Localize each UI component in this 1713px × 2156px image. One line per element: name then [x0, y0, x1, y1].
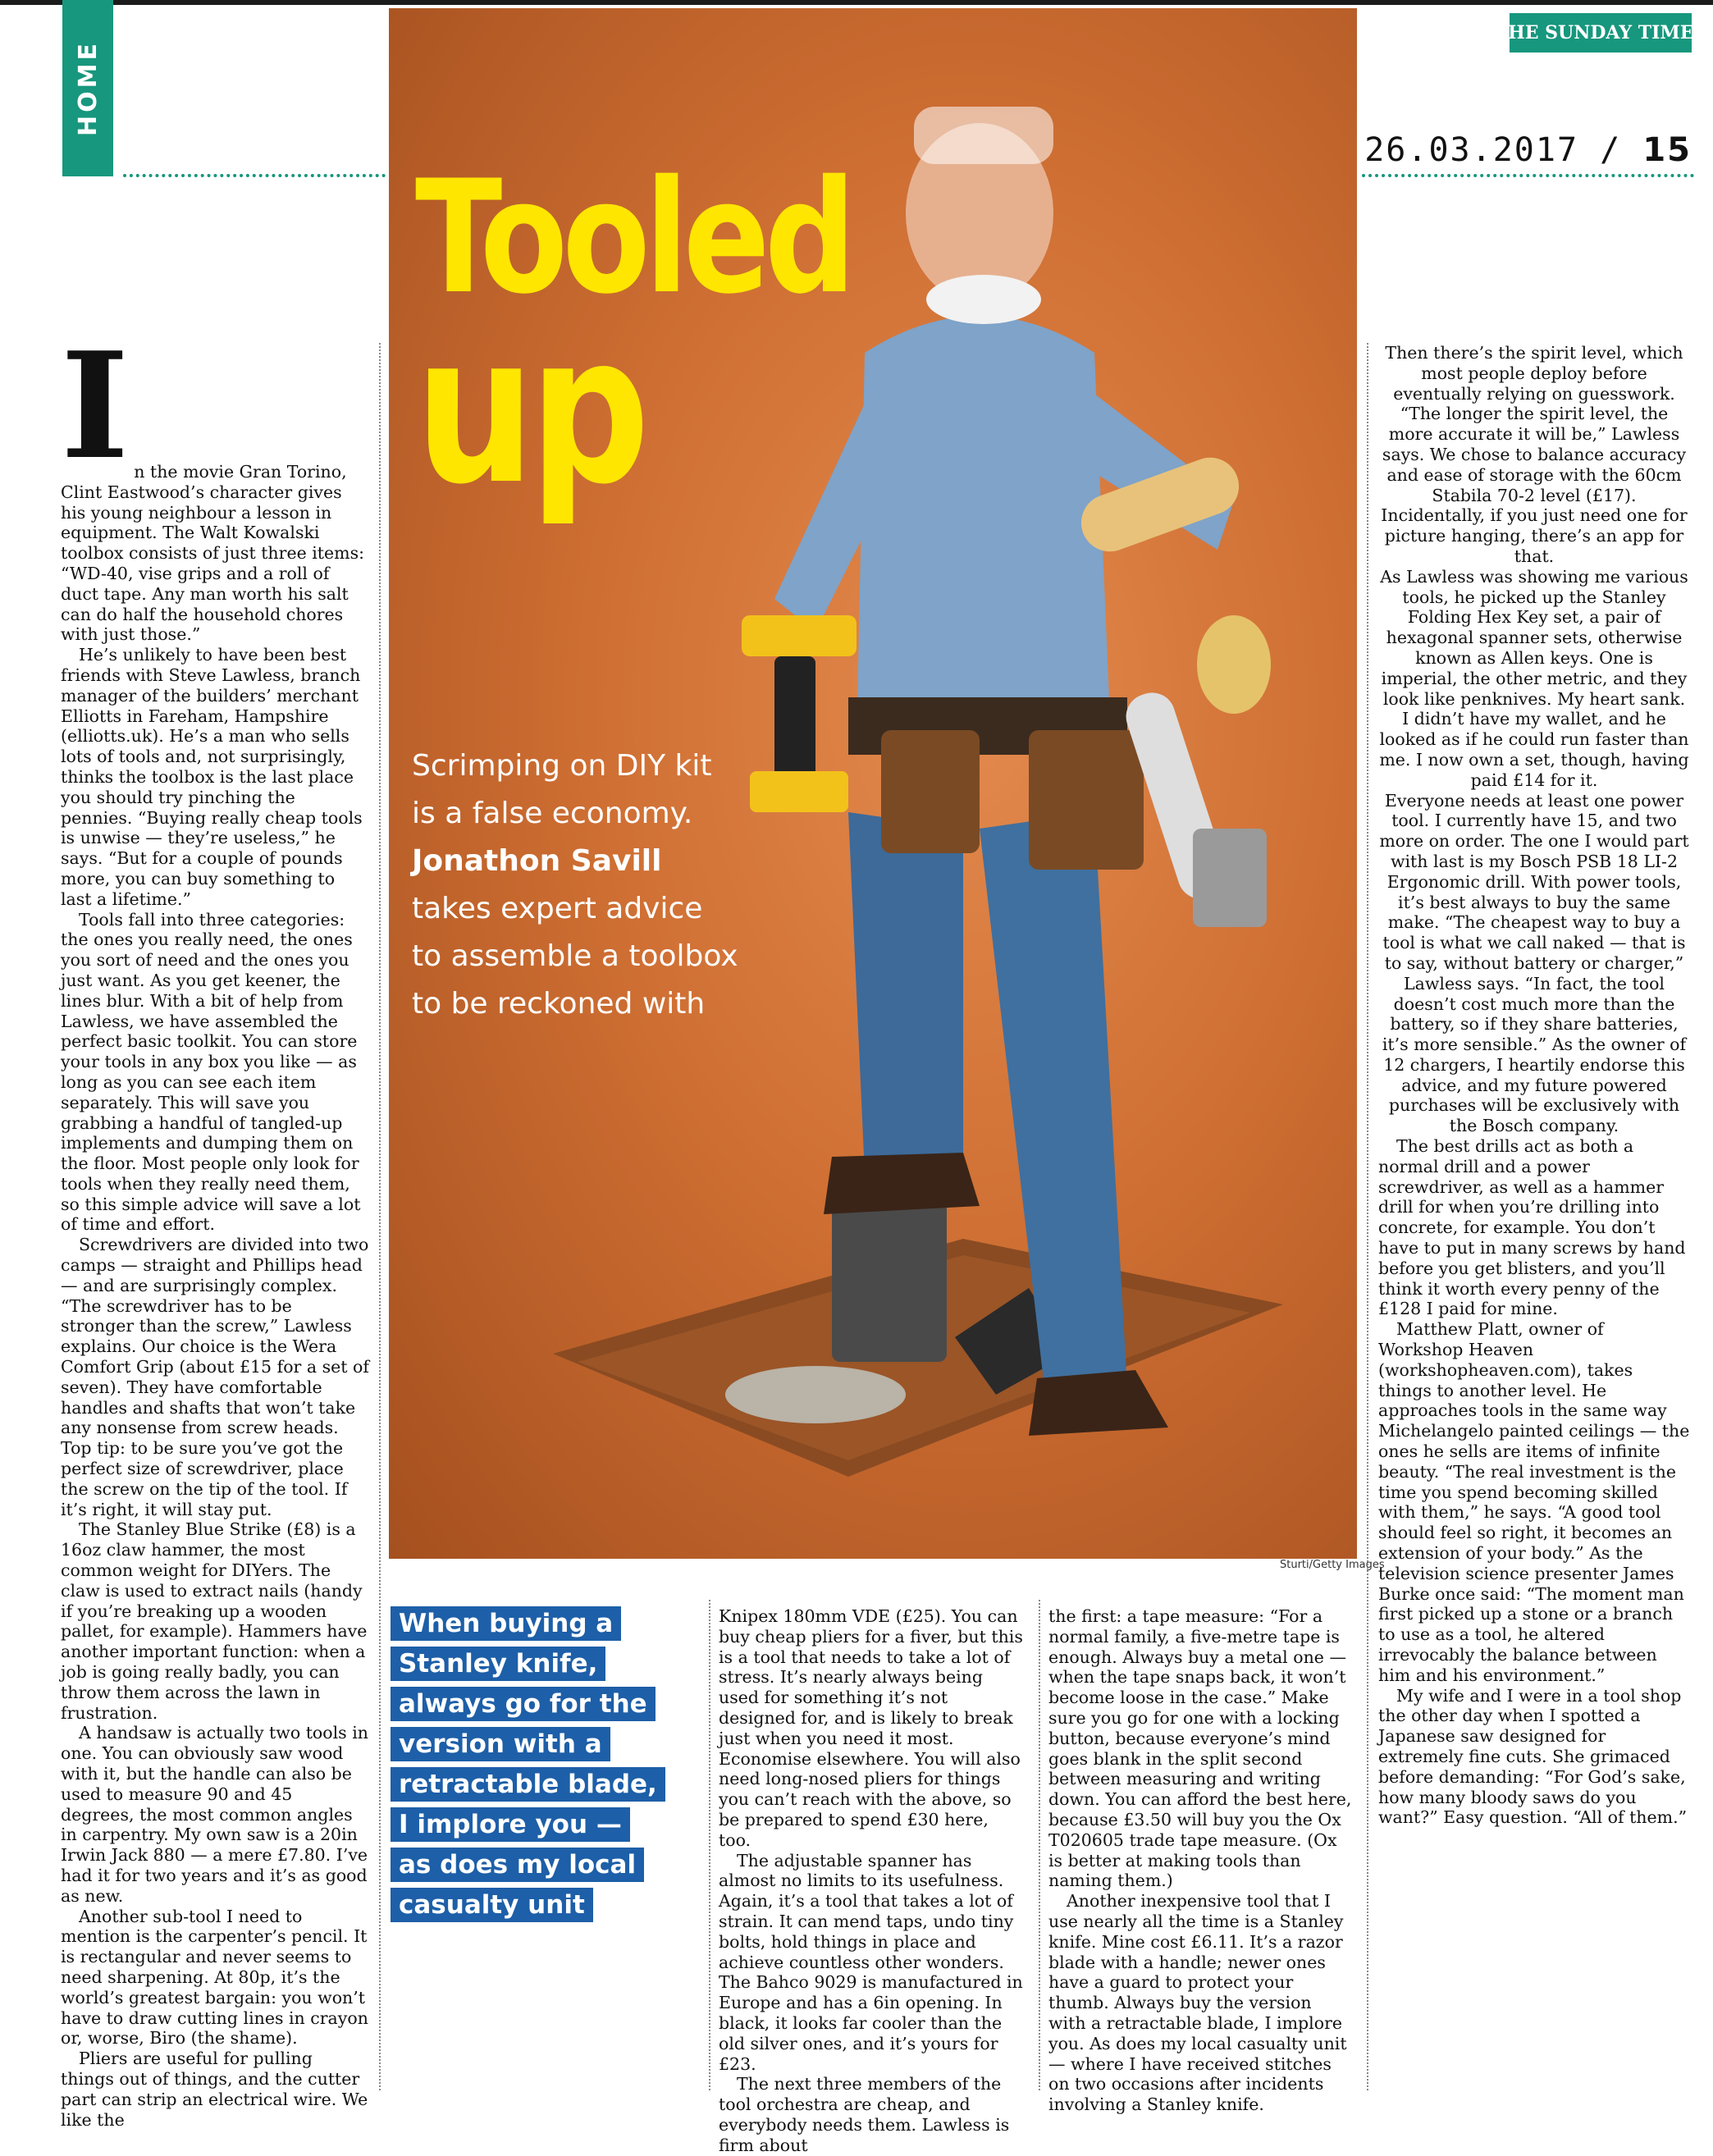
headline — [415, 147, 851, 529]
paragraph: The next three members of the tool orchestra are cheap, and everybody needs them. Lawless is firm about — [719, 2074, 1010, 2155]
body-column-4 — [1048, 1606, 1354, 2115]
paragraph: The best drills act as both a normal drill and a power screwdriver, as well as a hammer drill for when you’re drilling into concrete, for example. You don’t have to put in many screws by hand before you get blisters, and you’ll think it worth every penny of the £128 I paid for mine. — [1378, 1136, 1686, 1319]
column-rule-2 — [709, 1600, 710, 2090]
dropcap: I — [61, 320, 130, 491]
header-rule-right — [1362, 174, 1694, 177]
paragraph: Another sub-tool I need to mention is the carpenter’s pencil. It is rectangular and never seems to need sharpening. At 80p, it’s the world’s greatest bargain: you won’t have to draw cutting lines in crayon or, worse, Biro (the shame). — [61, 1906, 368, 2049]
denim-shirt — [856, 316, 1111, 747]
bucket — [1193, 829, 1267, 927]
tool-pouch-left — [881, 730, 980, 853]
byline: Jonathon Savill — [412, 844, 662, 878]
paragraph: Matthew Platt, owner of Workshop Heaven (workshopheaven.com), takes things to another level. He approaches tools in the same way Michelangelo painted ceilings — the ones he sells are items of infinite beauty. “The real investment is the time you spend becoming skilled with them,” he says. “A good tool should feel so right, it becomes an extension of your body.” As the television science presenter James Burke once said: “The moment man first picked up a stone or a branch to use as a tool, he altered irrevocably the balance between him and his environment.” — [1378, 1319, 1690, 1685]
paragraph: Pliers are useful for pulling things out of things, and the cutter part can strip an electrical wire. We like the — [61, 2049, 368, 2130]
standfirst — [412, 742, 740, 1028]
standfirst-rest: takes expert advice to assemble a toolbox to be reckoned with — [412, 892, 738, 1021]
paragraph: A handsaw is actually two tools in one. You can obviously saw wood with it, but the handle can also be used to measure 90 and 45 degrees, the most common angles in carpentry. My own saw is a 20in Irwin Jack 880 — a mere £7.80. I’ve had it for two years and it’s as good as new. — [61, 1723, 368, 1906]
paragraph: Tools fall into three categories: the ones you really need, the ones you sort of need and the ones you just want. As you get keener, the lines blur. With a bit of help from Lawless, we have assembled the perfect basic toolkit. You can store your tools in any box you like — as long as you can see each item separately. This will save you grabbing a handful of tangled-up implements and dumping them on the floor. Most people only look for tools when they really need them, so this simple advice will save a lot of time and effort. — [61, 909, 361, 1235]
boot-right — [1029, 1370, 1168, 1436]
rubble — [725, 1366, 906, 1423]
paragraph: the first: a tape measure: “For a normal family, a five-metre tape is enough. Always buy a metal one — when the tape snaps back, it won’t become loose in the case.” Make sure you go for one with a locking button, because everyone’s mind goes blank in the split second between measuring and writing down. You can afford the best here, because £3.50 will buy you the Ox T020605 trade tape measure. (Ox is better at making tools than naming them.) — [1048, 1606, 1352, 1891]
paragraph: He’s unlikely to have been best friends with Steve Lawless, branch manager of the builders’ merchant Elliotts in Fareham, Hampshire (elliotts.uk). He’s a man who sells lots of tools and, not surprisingly, thinks the toolbox is the last place you should try pinching the pennies. “Buying really cheap tools is unwise — they’re useless,” he says. “But for a couple of pounds more, you can buy something to last a lifetime.” — [61, 645, 363, 909]
headline-line-1: Tooled — [415, 147, 851, 328]
page-number: 15 — [1642, 131, 1692, 169]
headline-line-2: up — [415, 290, 645, 529]
paragraph: As Lawless was showing me various tools, he picked up the Stanley Folding Hex Key set, a pair of hexagonal spanner sets, otherwise known as Allen keys. One is imperial, the other metric, and they look like penknives. My heart sank. I didn’t have my wallet, and he looked as if he could run faster than me. I now own a set, though, having paid £14 for it. — [1379, 566, 1689, 790]
boot-left — [824, 1153, 980, 1214]
body-column-3 — [719, 1606, 1024, 2156]
paragraph: The adjustable spanner has almost no limits to its usefulness. Again, it’s a tool that takes a lot of strain. It can mend taps, undo tiny bolts, hold things in place and achieve countless other wonders. The Bahco 9029 is manufactured in Europe and has a 6in opening. In black, it looks far cooler than the old silver ones, and it’s yours for £23. — [719, 1850, 1023, 2074]
body-column-1 — [61, 320, 369, 2130]
top-rule — [0, 0, 1713, 5]
photo-credit: Sturti/Getty Images — [1280, 1559, 1385, 1571]
tool-pouch-right — [1029, 730, 1144, 870]
pull-quote-text: When buying a Stanley knife, always go for the version with a retractable blade, I implore you — as does my local casualty unit — [391, 1606, 665, 1922]
date-separator: / — [1600, 131, 1622, 169]
paragraph: Screwdrivers are divided into two camps — straight and Phillips head — and are surprisingly complex. “The screwdriver has to be stronger than the screw,” Lawless explains. Our choice is the Wera Comfort Grip (about £15 for a set of seven). They have comfortable handles and shafts that won’t take any nonsense from screw heads. Top tip: to be sure you’ve got the perfect size of screwdriver, place the screw on the tip of the tool. If it’s right, it will stay put. — [61, 1235, 369, 1519]
body-column-5 — [1378, 343, 1690, 1828]
paragraph: Everyone needs at least one power tool. I currently have 15, and two more on order. The one I would part with last is my Bosch PSB 18 LI-2 Ergonomic drill. With power tools, it’s best always to buy the same make. “The cheapest way to buy a tool is what we call naked — that is to say, without battery or charger,” Lawless says. “In fact, the tool doesn’t cost much more than the battery, so if they share batteries, it’s more sensible.” As the owner of 12 chargers, I heartily endorse this advice, and my future powered purchases will be exclusively with the Bosch company. — [1379, 790, 1689, 1136]
issue-date: 26.03.2017 — [1364, 131, 1579, 169]
safety-goggles — [914, 107, 1053, 164]
dateline — [1364, 131, 1692, 169]
paragraph: Then there’s the spirit level, which most people deploy before eventually relying on guesswork. “The longer the spirit level, the more accurate it will be,” Lawless says. We chose to balance accuracy and ease of storage with the 60cm Stabila 70-2 level (£17). Incidentally, if you just need one for picture hanging, there’s an app for that. — [1381, 343, 1688, 566]
paragraph: The Stanley Blue Strike (£8) is a 16oz claw hammer, the most common weight for DIYers. The claw is used to extract nails (handy if you’re breaking up a wooden pallet, for example). Hammers have another important function: when a job is going really badly, you can throw them across the lawn in frustration. — [61, 1519, 368, 1723]
raised-leg — [848, 812, 963, 1173]
column-rule-4 — [1367, 343, 1368, 2090]
pull-quote — [391, 1604, 661, 1925]
power-drill — [742, 615, 856, 656]
paragraph: My wife and I were in a tool shop the other day when I spotted a Japanese saw designed for extremely fine cuts. She grimaced before demanding: “For God’s sake, how many bloody saws do you want?” Easy question. “All of them.” — [1378, 1685, 1688, 1828]
section-label: HOME — [73, 40, 103, 136]
paragraph: Another inexpensive tool that I use nearly all the time is a Stanley knife. Mine cost £6.11. It’s a razor blade with a handle; newer ones have a guard to protect your thumb. Always buy the version with a retractable blade, I implore you. As does my local casualty unit — where I have received stitches on two occasions after incidents involving a Stanley knife. — [1048, 1891, 1347, 2115]
section-tab — [62, 0, 113, 176]
paint-can — [832, 1190, 947, 1362]
work-glove — [1197, 615, 1271, 714]
column-rule-1 — [379, 343, 381, 2090]
paragraph: Knipex 180mm VDE (£25). You can buy cheap pliers for a fiver, but this is a tool that needs to take a lot of stress. It’s nearly always being used for something it’s not designed for, and is likely to break just when you need it most. Economise elsewhere. You will also need long-nosed pliers for things you can’t reach with the above, so be prepared to spend £30 here, too. — [719, 1606, 1023, 1850]
masthead: THE SUNDAY TIMES — [1510, 13, 1692, 53]
header-rule-left — [123, 174, 386, 177]
paragraph: n the movie Gran Torino, Clint Eastwood’s character gives his young neighbour a lesson in equipment. The Walt Kowalski toolbox consists of just three items: “WD-40, vise grips and a roll of duct tape. Any man worth his salt can do half the household chores with just those.” — [61, 462, 365, 645]
standfirst-lead: Scrimping on DIY kit is a false economy. — [412, 749, 712, 830]
dust-mask — [926, 275, 1041, 324]
column-rule-3 — [1039, 1600, 1040, 2090]
